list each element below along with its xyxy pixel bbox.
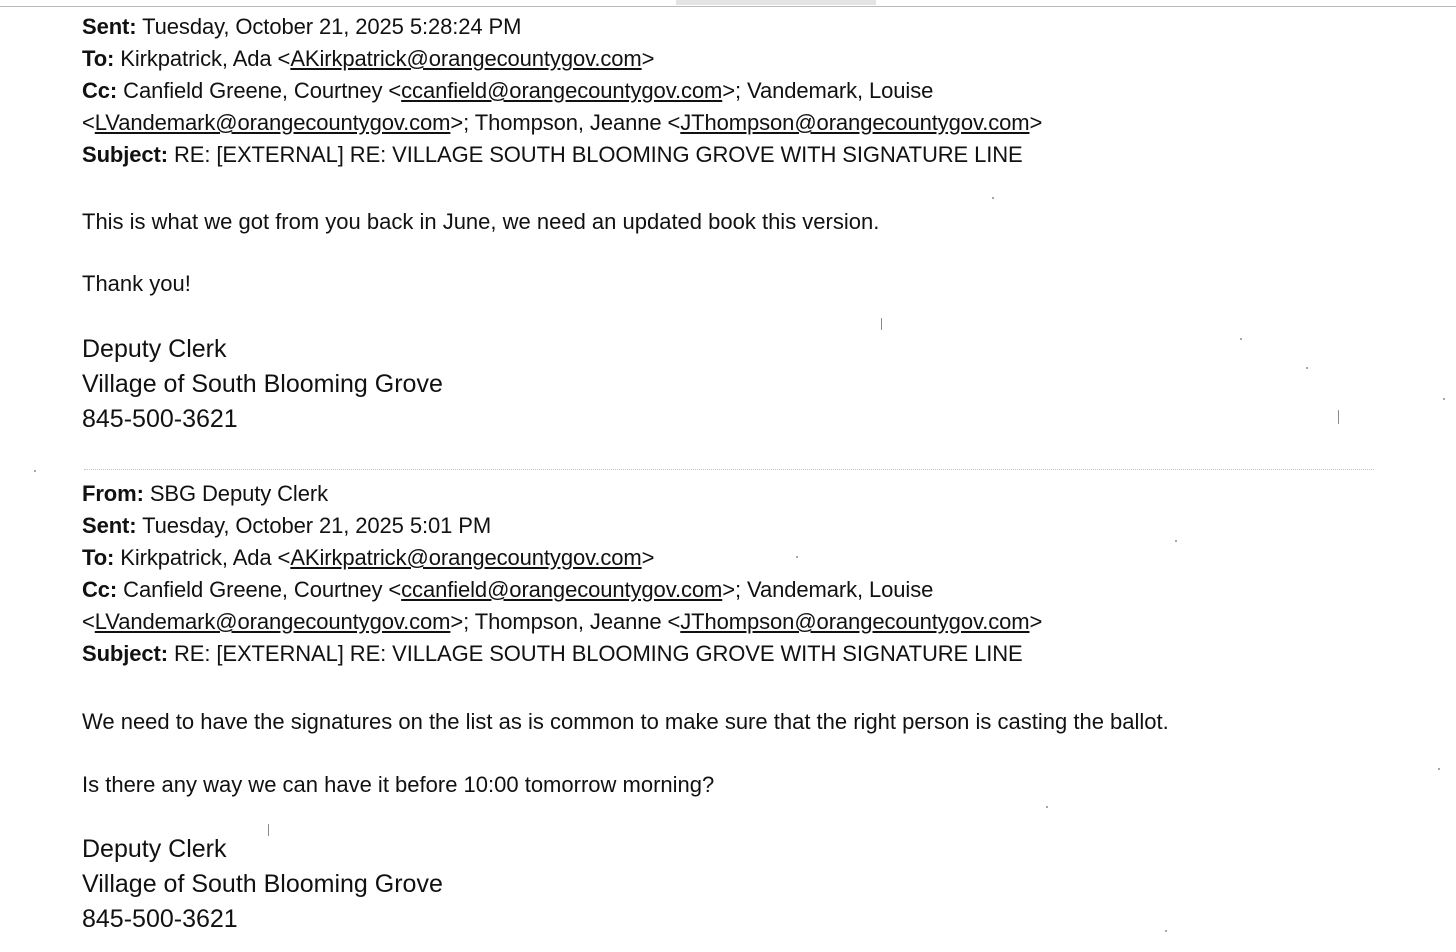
from-value: SBG Deputy Clerk xyxy=(149,481,328,506)
cc2-name: Vandemark, Louise xyxy=(747,577,934,602)
subject-value: RE: [EXTERNAL] RE: VILLAGE SOUTH BLOOMING GROVE WITH SIGNATURE LINE xyxy=(174,641,1023,666)
email1-subject-line xyxy=(82,139,1042,171)
scan-speck xyxy=(1438,768,1440,770)
email1-cc-line: Cc: Canfield Greene, Courtney <ccanfield@orangecountygov.com>; Vandemark, Louise xyxy=(82,78,934,103)
top-rule xyxy=(0,6,1456,7)
email2-header xyxy=(82,478,1042,670)
message-separator xyxy=(84,469,1374,470)
email2-from-line xyxy=(82,478,1042,510)
email2-to-line: To: Kirkpatrick, Ada <AKirkpatrick@orangecountygov.com> xyxy=(82,545,655,570)
signature-title: Deputy Clerk xyxy=(82,335,227,363)
subject-value: RE: [EXTERNAL] RE: VILLAGE SOUTH BLOOMING GROVE WITH SIGNATURE LINE xyxy=(174,142,1023,167)
scan-speck xyxy=(1443,398,1445,400)
cc-label: Cc: xyxy=(82,78,118,103)
scan-speck xyxy=(1046,806,1048,808)
scan-speck xyxy=(796,556,798,558)
to-label: To: xyxy=(82,545,115,570)
email2-cc-line-cont: <LVandemark@orangecountygov.com>; Thompson, Jeanne <JThompson@orangecountygov.com> xyxy=(82,609,1043,634)
cc3-email-link[interactable]: JThompson@orangecountygov.com xyxy=(680,110,1030,135)
cc2-email-link[interactable]: LVandemark@orangecountygov.com xyxy=(94,110,451,135)
to-name: Kirkpatrick, Ada xyxy=(120,545,272,570)
email1-signature xyxy=(82,332,443,437)
to-label: To: xyxy=(82,46,115,71)
subject-label: Subject: xyxy=(82,142,168,167)
sent-value: Tuesday, October 21, 2025 5:28:24 PM xyxy=(142,14,522,39)
subject-label: Subject: xyxy=(82,641,168,666)
scan-speck xyxy=(992,197,994,199)
email1-to-line: To: Kirkpatrick, Ada <AKirkpatrick@orangecountygov.com> xyxy=(82,46,655,71)
email2-sent-line xyxy=(82,510,1042,542)
cc3-email-link[interactable]: JThompson@orangecountygov.com xyxy=(680,609,1030,634)
cc2-email-link[interactable]: LVandemark@orangecountygov.com xyxy=(94,609,451,634)
to-email-link[interactable]: AKirkpatrick@orangecountygov.com xyxy=(290,46,642,71)
email1-sent-line xyxy=(82,11,1042,43)
sent-label: Sent: xyxy=(82,14,137,39)
scan-speck xyxy=(1165,930,1167,932)
signature-organization: Village of South Blooming Grove xyxy=(82,370,443,398)
email2-cc-line: Cc: Canfield Greene, Courtney <ccanfield@orangecountygov.com>; Vandemark, Louise xyxy=(82,577,934,602)
email1-body-paragraph-2: Thank you! xyxy=(82,271,191,296)
sent-value: Tuesday, October 21, 2025 5:01 PM xyxy=(142,513,492,538)
signature-organization: Village of South Blooming Grove xyxy=(82,870,443,898)
email1-header xyxy=(82,11,1042,171)
email1-cc-line-cont: <LVandemark@orangecountygov.com>; Thompson, Jeanne <JThompson@orangecountygov.com> xyxy=(82,110,1043,135)
cc1-name: Canfield Greene, Courtney xyxy=(123,78,383,103)
top-tab-marker xyxy=(676,0,876,5)
email2-body-paragraph-2: Is there any way we can have it before 10:00 tomorrow morning? xyxy=(82,772,715,797)
email1-body-paragraph-1: This is what we got from you back in June, we need an updated book this version. xyxy=(82,209,880,234)
to-email-link[interactable]: AKirkpatrick@orangecountygov.com xyxy=(290,545,642,570)
scan-speck xyxy=(34,470,36,472)
scan-speck xyxy=(881,318,882,330)
email2-subject-line xyxy=(82,638,1042,670)
signature-phone: 845-500-3621 xyxy=(82,405,238,433)
cc2-name: Vandemark, Louise xyxy=(747,78,934,103)
email2-signature xyxy=(82,832,443,937)
email2-body-paragraph-1: We need to have the signatures on the list as is common to make sure that the right person is casting the ballot. xyxy=(82,709,1169,734)
cc1-name: Canfield Greene, Courtney xyxy=(123,577,383,602)
cc-label: Cc: xyxy=(82,577,118,602)
to-name: Kirkpatrick, Ada xyxy=(120,46,272,71)
cc1-email-link[interactable]: ccanfield@orangecountygov.com xyxy=(401,78,723,103)
scan-speck xyxy=(1175,540,1177,542)
cc3-name: Thompson, Jeanne xyxy=(474,110,662,135)
scan-speck xyxy=(1338,410,1339,424)
scan-speck xyxy=(1306,367,1308,369)
signature-title: Deputy Clerk xyxy=(82,835,227,863)
signature-phone: 845-500-3621 xyxy=(82,905,238,933)
cc1-email-link[interactable]: ccanfield@orangecountygov.com xyxy=(401,577,723,602)
cc3-name: Thompson, Jeanne xyxy=(474,609,662,634)
scan-speck xyxy=(268,824,269,836)
from-label: From: xyxy=(82,481,144,506)
sent-label: Sent: xyxy=(82,513,137,538)
scan-speck xyxy=(1240,338,1242,340)
